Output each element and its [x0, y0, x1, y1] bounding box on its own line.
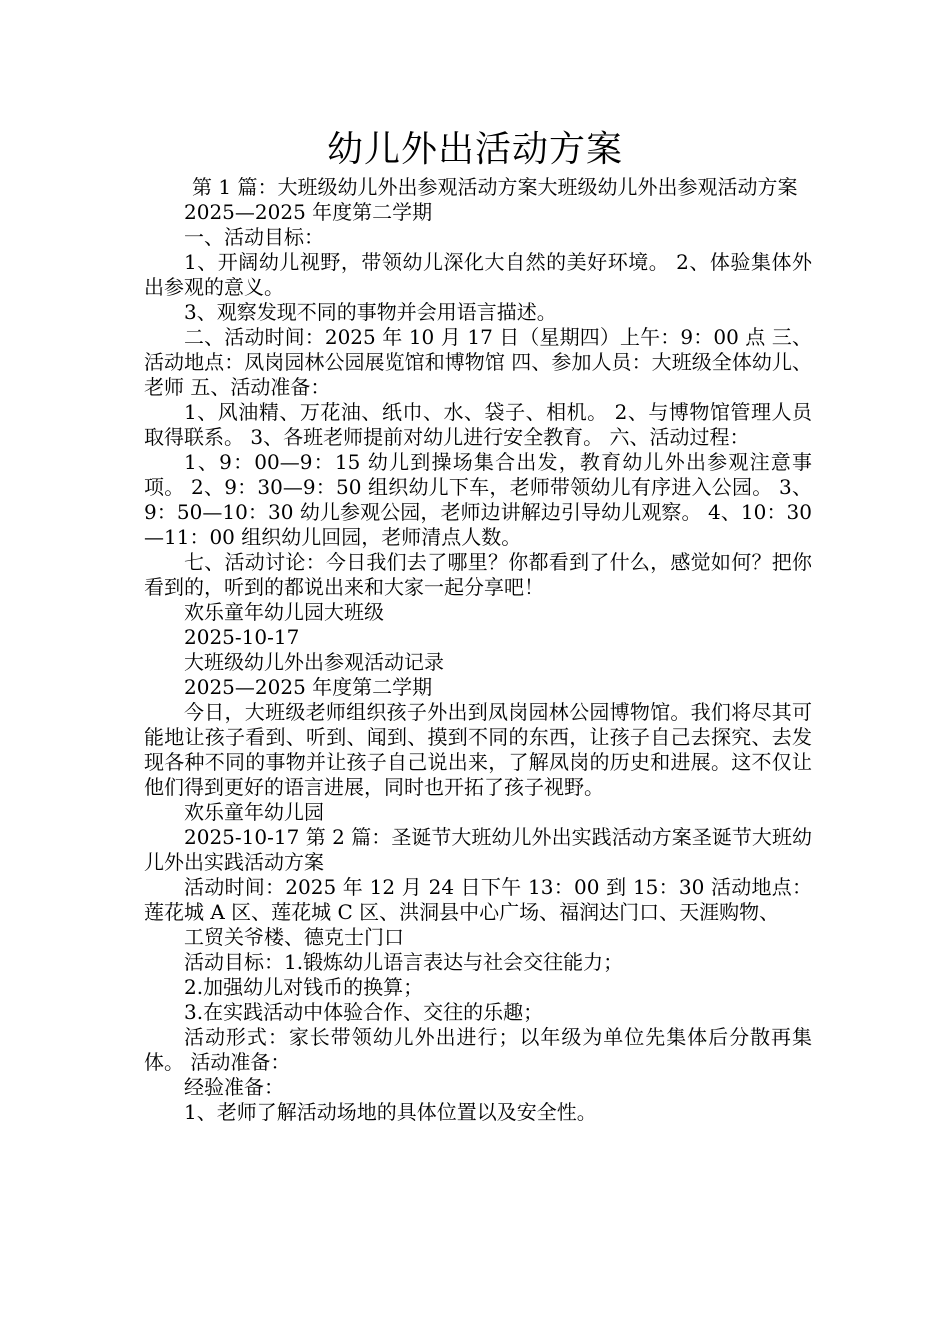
paragraph-signature-school: 欢乐童年幼儿园 [184, 800, 324, 824]
paragraph-date: 2025-10-17 [184, 625, 300, 649]
paragraph-preparation: 1、风油精、万花油、纸巾、水、袋子、相机。 2、与博物馆管理人员取得联系。 3、各班老师提前对幼儿进行安全教育。 六、活动过程： [144, 400, 812, 449]
paragraph-record-body: 今日，大班级老师组织孩子外出到凤岗园林公园博物馆。我们将尽其可能地让孩子看到、听到、闻到、摸到不同的东西，让孩子自己去探究、去发现各种不同的事物并让孩子自己说出来，了解凤岗的历史和进展。这不仅让他们得到更好的语言进展，同时也开拓了孩子视野。 [144, 700, 812, 799]
paragraph-time-place: 二、活动时间：2025 年 10 月 17 日（星期四）上午：9：00 点 三、活动地点：凤岗园林公园展览馆和博物馆 四、参加人员：大班级全体幼儿、老师 五、活动准备： [144, 325, 812, 399]
paragraph-part2-experience-1: 1、老师了解活动场地的具体位置以及安全性。 [184, 1100, 597, 1124]
document-title: 幼儿外出活动方案 [326, 129, 623, 170]
document-body [144, 175, 812, 1125]
paragraph-signature-class: 欢乐童年幼儿园大班级 [184, 600, 384, 624]
paragraph-part2-goal-2: 2.加强幼儿对钱币的换算； [184, 975, 424, 999]
paragraph-goals-1-2: 1、开阔幼儿视野，带领幼儿深化大自然的美好环境。 2、体验集体外出参观的意义。 [144, 250, 812, 299]
paragraph-record-semester: 2025—2025 年度第二学期 [184, 675, 433, 699]
paragraph-part2-experience: 经验准备： [184, 1075, 284, 1099]
paragraph-part2-goal-3: 3.在实践活动中体验合作、交往的乐趣； [184, 1000, 544, 1024]
paragraph-process: 1、9：00—9：15 幼儿到操场集合出发，教育幼儿外出参观注意事项。 2、9：30—9：50 组织幼儿下车，老师带领幼儿有序进入公园。 3、9：50—10：30 幼儿参观公园，老师边讲解边引导幼儿观察。 4、10：30—11：00 组织幼儿回园，老师清点人数。 [144, 450, 812, 549]
paragraph-part2-form: 活动形式：家长带领幼儿外出进行；以年级为单位先集体后分散再集体。 活动准备： [144, 1025, 812, 1074]
paragraph-part2-goal-1: 活动目标：1.锻炼幼儿语言表达与社会交往能力； [184, 950, 624, 974]
paragraph-part2-heading: 2025-10-17 第 2 篇：圣诞节大班幼儿外出实践活动方案圣诞节大班幼儿外出实践活动方案 [144, 825, 812, 874]
paragraph-goals-3: 3、观察发现不同的事物并会用语言描述。 [184, 300, 557, 324]
paragraph-goals-heading: 一、活动目标： [184, 225, 324, 249]
paragraph-part2-time-place: 活动时间：2025 年 12 月 24 日下午 13：00 到 15：30 活动地点：莲花城 A 区、莲花城 C 区、洪洞县中心广场、福润达门口、天涯购物、 [144, 875, 812, 924]
paragraph-semester: 2025—2025 年度第二学期 [184, 200, 433, 224]
paragraph-part1-heading: 第 1 篇：大班级幼儿外出参观活动方案大班级幼儿外出参观活动方案 [192, 175, 798, 199]
paragraph-part2-place-cont: 工贸关爷楼、德克士门口 [184, 925, 404, 949]
paragraph-discussion: 七、活动讨论：今日我们去了哪里？你都看到了什么，感觉如何？把你看到的，听到的都说出来和大家一起分享吧！ [144, 550, 812, 599]
paragraph-record-title: 大班级幼儿外出参观活动记录 [184, 650, 444, 674]
